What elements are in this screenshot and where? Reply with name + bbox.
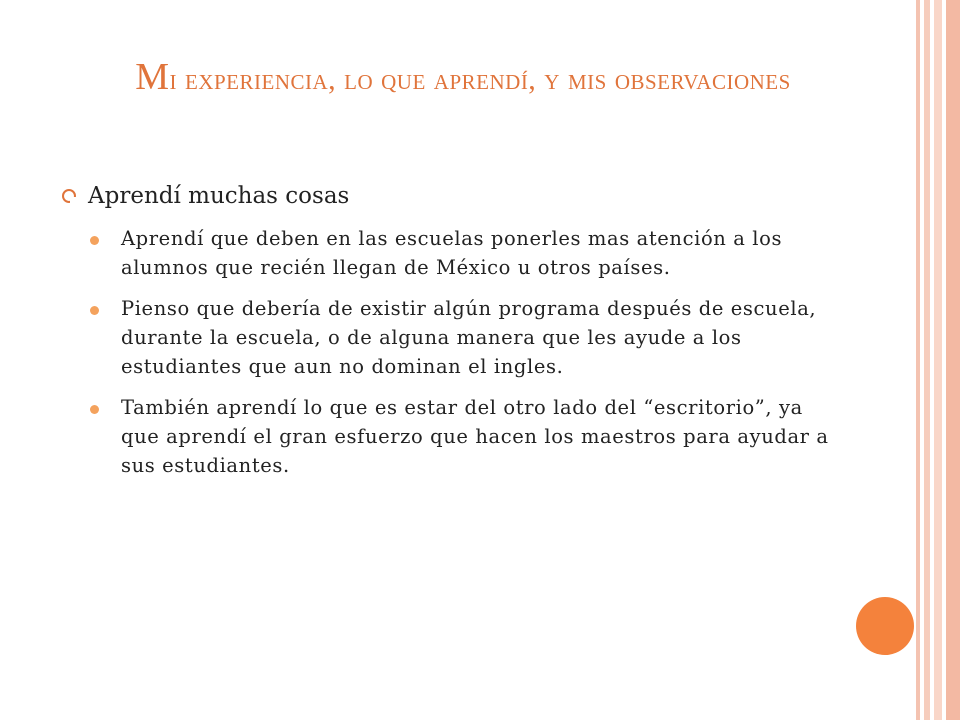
bullet-level-1 [62, 180, 822, 212]
title-first-letter: M [135, 56, 170, 98]
list-item [90, 224, 830, 282]
stripe [934, 0, 942, 720]
dot-bullet-icon [90, 306, 99, 315]
list-item-text: También aprendí lo que es estar del otro lado del “escritorio”, ya que aprendí el gran esfuerzo que hacen los maestros para ayudar a sus estudiantes. [121, 396, 829, 477]
list-item [90, 294, 830, 381]
bullet-list [90, 224, 830, 492]
decorative-circle [856, 597, 914, 655]
list-item [90, 393, 830, 480]
slide-title [78, 52, 848, 105]
list-item-text: Pienso que debería de existir algún programa después de escuela, durante la escuela, o de alguna manera que les ayude a los estudiantes que aun no dominan el ingles. [121, 297, 817, 378]
dot-bullet-icon [90, 405, 99, 414]
level1-text: Aprendí muchas cosas [88, 183, 350, 209]
ring-bullet-icon [62, 189, 76, 203]
stripe [916, 0, 920, 720]
list-item-text: Aprendí que deben en las escuelas ponerles mas atención a los alumnos que recién llegan de México u otros países. [121, 227, 783, 279]
stripe [946, 0, 960, 720]
stripe [924, 0, 930, 720]
title-rest: i experiencia, lo que aprendí, y mis observaciones [169, 63, 791, 96]
decorative-stripes [916, 0, 960, 720]
dot-bullet-icon [90, 236, 99, 245]
